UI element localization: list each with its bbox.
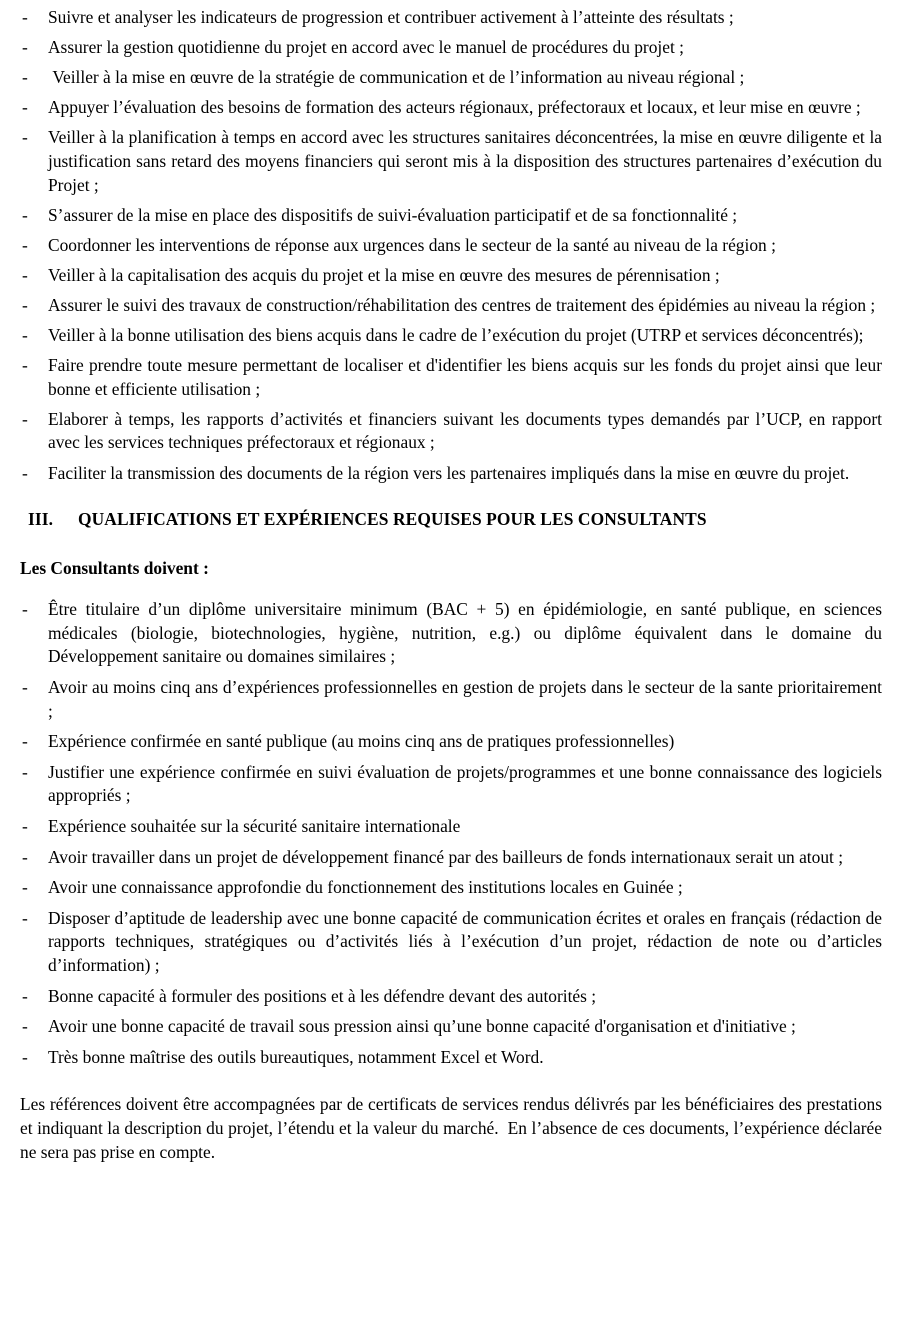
list-item (20, 462, 882, 486)
list-item-text: - Justifier une expérience confirmée en suivi évaluation de projets/programmes et une bonne connaissance des logiciels appropriés ; (48, 761, 887, 806)
list-item (20, 294, 882, 318)
list-item (20, 676, 887, 723)
list-item (20, 234, 882, 258)
list-item-text: - Faire prendre toute mesure permettant de localiser et d'identifier les biens acquis sur les fonds du projet ainsi que leur bonne et efficiente utilisation ; (48, 355, 887, 399)
list-item-text: - Veiller à la bonne utilisation des biens acquis dans le cadre de l’exécution du projet (UTRP et services déconcentrés); (48, 325, 864, 346)
list-item-text: - Très bonne maîtrise des outils bureautiques, notamment Excel et Word. (48, 1046, 544, 1067)
list-item (20, 354, 887, 401)
list-item-text: - Faciliter la transmission des documents de la région vers les partenaires impliqués dans la mise en œuvre du projet. (48, 462, 850, 483)
list-item-text: - Avoir une bonne capacité de travail sous pression ainsi qu’une bonne capacité d'organisation et d'initiative ; (48, 1016, 796, 1037)
responsibilities-list (20, 6, 887, 485)
list-item-text: - Avoir une connaissance approfondie du fonctionnement des institutions locales en Guinée ; (48, 877, 683, 898)
list-item (20, 264, 882, 288)
list-item-text: - Veiller à la planification à temps en accord avec les structures sanitaires déconcentrées, la mise en œuvre diligente et la justification sans retard des moyens financiers qui seront mis à la disposition des structures partenaires d’exécution du Projet ; (48, 127, 887, 195)
list-item (20, 126, 887, 197)
list-item (20, 1046, 882, 1070)
list-item-text: - Appuyer l’évaluation des besoins de formation des acteurs régionaux, préfectoraux et locaux, et leur mise en œuvre ; (48, 97, 861, 118)
closing-paragraph: Les références doivent être accompagnées par de certificats de services rendus délivrés par les bénéficiaires des prestations et indiquant la description du projet, l’étendu et la valeur du marché. En l’absence de ces documents, l’expérience déclarée ne sera pas prise en compte. (20, 1094, 887, 1162)
list-item-text: - Expérience souhaitée sur la sécurité sanitaire internationale (48, 816, 461, 837)
list-item-text: - Disposer d’aptitude de leadership avec une bonne capacité de communication écrites et orales en français (rédaction de rapports techniques, stratégiques ou d’activités liés à l’exécution d’un projet, rédaction de note ou d’articles d’information) ; (48, 907, 887, 975)
list-item (20, 36, 882, 60)
list-item (20, 204, 882, 228)
list-item (20, 408, 887, 455)
list-item (20, 985, 882, 1009)
section-numeral: III. (28, 509, 54, 530)
list-item (20, 66, 882, 90)
list-item (20, 324, 882, 348)
list-item (20, 1015, 882, 1039)
list-item-text: - S’assurer de la mise en place des dispositifs de suivi-évaluation participatif et de sa fonctionnalité ; (48, 204, 738, 225)
list-item-text: - Avoir travailler dans un projet de développement financé par des bailleurs de fonds internationaux serait un atout ; (48, 846, 844, 867)
list-item (20, 846, 882, 870)
section-title: QUALIFICATIONS ET EXPÉRIENCES REQUISES POUR LES CONSULTANTS (78, 509, 707, 530)
list-item (20, 907, 887, 978)
list-item-text: - Bonne capacité à formuler des positions et à les défendre devant des autorités ; (48, 985, 597, 1006)
section-heading-qualifications (20, 508, 882, 532)
list-item (20, 876, 882, 900)
list-item (20, 6, 882, 30)
list-item-text: - Suivre et analyser les indicateurs de progression et contribuer activement à l’atteinte des résultats ; (48, 7, 734, 27)
list-item (20, 96, 882, 120)
list-item-text: - Assurer la gestion quotidienne du projet en accord avec le manuel de procédures du projet ; (48, 37, 684, 58)
qualifications-list (20, 598, 887, 1069)
list-item-text: - Coordonner les interventions de réponse aux urgences dans le secteur de la santé au niveau de la région ; (48, 234, 776, 255)
list-item (20, 598, 887, 669)
list-item (20, 761, 887, 808)
list-item (20, 815, 882, 839)
list-item-text: - Veiller à la capitalisation des acquis du projet et la mise en œuvre des mesures de pérennisation ; (48, 264, 720, 285)
list-item-text: - Être titulaire d’un diplôme universitaire minimum (BAC + 5) en épidémiologie, en santé publique, en sciences médicales (biologie, biotechnologies, hygiène, nutrition, e.g.) ou diplôme équivalent dans le domaine du Développement sanitaire ou domaines similaires ; (48, 599, 887, 667)
qualifications-lead-in: Les Consultants doivent : (20, 557, 209, 578)
list-item (20, 730, 882, 754)
list-item-text: - Avoir au moins cinq ans d’expériences professionnelles en gestion de projets dans le secteur de la sante prioritairement ; (48, 677, 887, 721)
list-item-text: - Veiller à la mise en œuvre de la stratégie de communication et de l’information au niveau régional ; (48, 67, 745, 88)
list-item-text: - Expérience confirmée en santé publique (au moins cinq ans de pratiques professionnelles) (48, 731, 675, 752)
list-item-text: - Assurer le suivi des travaux de construction/réhabilitation des centres de traitement des épidémies au niveau la région ; (48, 294, 876, 315)
list-item-text: - Elaborer à temps, les rapports d’activités et financiers suivant les documents types demandés par l’UCP, en rapport avec les services techniques préfectoraux et régionaux ; (48, 408, 887, 453)
